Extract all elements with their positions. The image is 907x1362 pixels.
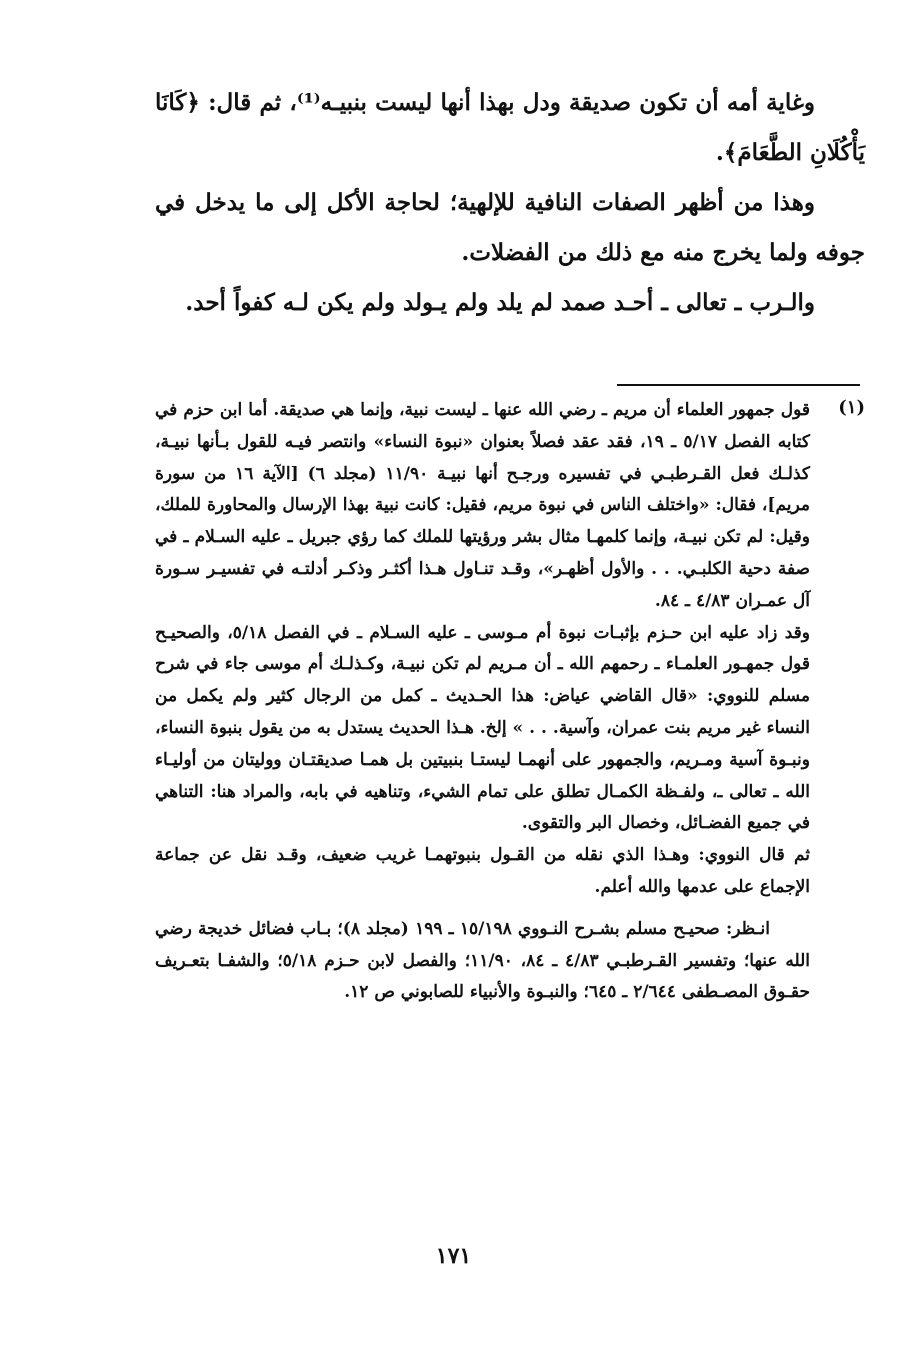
main-text xyxy=(155,78,865,328)
main-paragraph: والـرب ـ تعالى ـ أحـد صمد لم يلد ولم يـولد ولم يكن لـه كفواً أحد. xyxy=(185,289,815,316)
main-paragraph: وغاية أمه أن تكون صديقة ودل بهذا أنها ليست بنبيـه⁽¹⁾، ثم قال: ﴿كَانَا يَأْكُلَانِ الطَّعَامَ﴾. xyxy=(155,89,865,166)
footnote-body xyxy=(155,395,810,1009)
page-number: ١٧١ xyxy=(435,1243,472,1269)
footnote-paragraph: قول جمهور العلماء أن مريم ـ رضي الله عنها ـ ليست نبية، وإنما هي صديقة. أما ابن حزم في كتابه الفصل ٥/١٧ ـ ١٩، فقد عقد فصلاً بعنوان «نبوة النساء» وانتصر فيـه للقول بـأنها نبيـة، كذلـك فعل القـرطبـي في تفسيره ورجـح أنها نبيـة ١١/٩٠ (مجلد ٦) [الآية ١٦ من سورة مريم]، فقال: «واختلف الناس في نبوة مريم، فقيل: كانت نبية بهذا الإرسال والمحاورة للملك، وقيل: لم تكن نبيـة، وإنما كلمهـا مثال بشر ورؤيتها للملك كما رؤي جبريل ـ عليه السـلام ـ في صفة دحية الكلبـي. . . والأول أظهـر»، وقـد تنـاول هـذا أكثـر وذكـر أدلتـه في تفسيـر سـورة آل عمـران ٤/٨٣ ـ ٨٤. xyxy=(155,400,810,611)
main-paragraph: وهذا من أظهر الصفات النافية للإلهية؛ لحاجة الأكل إلى ما يدخل في جوفه ولما يخرج منه مع ذلك من الفضلات. xyxy=(155,189,865,266)
footnotes xyxy=(155,395,865,1009)
footnote-separator xyxy=(617,384,860,386)
footnote-references: انـظر: صحيـح مسلم بشـرح النـووي ١٥/١٩٨ ـ ١٩٩ (مجلد ٨)؛ بـاب فضائل خديجة رضي الله عنها؛ وتفسير القـرطبـي ٤/٨٣ ـ ٨٤، ١١/٩٠؛ والفصل لابن حـزم ٥/١٨؛ والشفـا بتعـريف حقـوق المصـطفى ٢/٦٤٤ ـ ٦٤٥؛ والنبـوة والأنبياء للصابوني ص ١٢. xyxy=(155,918,811,1003)
footnote-number: (١) xyxy=(838,397,865,418)
footnote-paragraph: ثم قال النووي: وهـذا الذي نقله من القـول بنبوتهمـا غريب ضعيف، وقـد نقل عن جماعة الإجماع على عدمها والله أعلم. xyxy=(155,845,810,897)
footnote-paragraph: وقد زاد عليه ابن حـزم بإثبـات نبوة أم مـوسى ـ عليه السـلام ـ في الفصل ٥/١٨، والصحيـح قول جمهـور العلمـاء ـ رحمهم الله ـ أن مـريم لم تكن نبيـة، وكـذلـك أم موسى جاء في شرح مسلم للنووي: «قال القاضي عياض: هذا الحـديث ـ كمل من الرجال كثير ولم يكمل من النساء غير مريم بنت عمران، وآسية. . . » إلخ. هـذا الحديث يستدل به من يقول بنبوة النساء، ونبـوة آسية ومـريم، والجمهور على أنهمـا ليستـا بنبيتين بل همـا صديقتـان ووليتان من أوليـاء الله ـ تعالى ـ، ولفـظة الكمـال تطلق على تمام الشيء، وتناهيه في بابه، والمراد هنا: التناهي في جميع الفضـائل، وخصال البر والتقوى. xyxy=(155,622,810,834)
